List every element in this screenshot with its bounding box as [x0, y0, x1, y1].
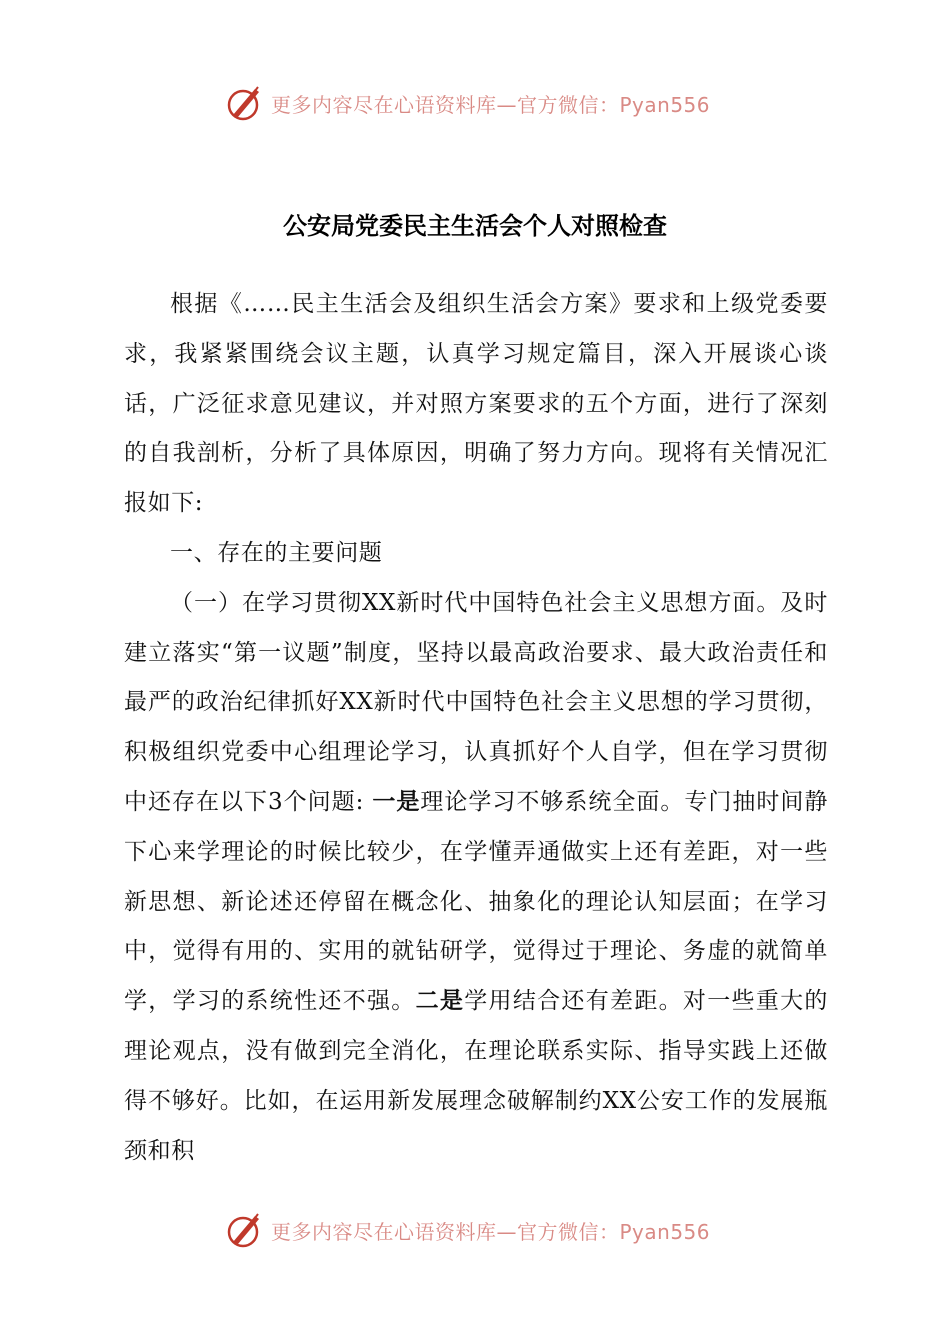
quill-logo-icon: [225, 1210, 265, 1250]
emphasis-lead: 二是: [415, 988, 465, 1015]
page-title: 公安局党委民主生活会个人对照检查: [283, 212, 667, 240]
document-body: [124, 280, 828, 1176]
paragraph-text: 理论学习不够系统全面。专门抽时间静下心来学理论的时候比较少，在学懂弄通做实上还有差距，对一些新思想、新论述还停留在概念化、抽象化的理论认知层面；在学习中，觉得有用的、实用的就钻研学，觉得过于理论、务虚的就简单学，学习的系统性还不强。: [124, 788, 828, 1015]
intro-paragraph: 根据《……民主生活会及组织生活会方案》要求和上级党委要求，我紧紧围绕会议主题，认真学习规定篇目，深入开展谈心谈话，广泛征求意见建议，并对照方案要求的五个方面，进行了深刻的自我剖析，分析了具体原因，明确了努力方向。现将有关情况汇报如下:: [124, 291, 828, 517]
paragraph-text: （一）在学习贯彻XX新时代中国特色社会主义思想方面。及时建立落实“第一议题”制度，坚持以最高政治要求、最大政治责任和最严的政治纪律抓好XX新时代中国特色社会主义思想的学习贯彻，积极组织党委中心组理论学习，认真抓好个人自学，但在学习贯彻中还存在以下3个问题:: [124, 589, 828, 815]
paragraph-text: 学用结合还有差距。对一些重大的理论观点，没有做到完全消化，在理论联系实际、指导实践上还做得不够好。比如，在运用新发展理念破解制约XX公安工作的发展瓶颈和积: [124, 988, 829, 1164]
banner-text: 更多内容尽在心语资料库—官方微信：Pyan556: [271, 1219, 711, 1244]
watermark-banner-bottom: [225, 1207, 745, 1253]
section-paragraph: [124, 579, 828, 1177]
section-heading: 一、存在的主要问题: [170, 539, 383, 566]
emphasis-lead: 一是: [372, 788, 421, 815]
quill-logo-icon: [225, 83, 265, 123]
banner-text: 更多内容尽在心语资料库—官方微信：Pyan556: [271, 92, 711, 117]
watermark-banner-top: [225, 80, 745, 126]
